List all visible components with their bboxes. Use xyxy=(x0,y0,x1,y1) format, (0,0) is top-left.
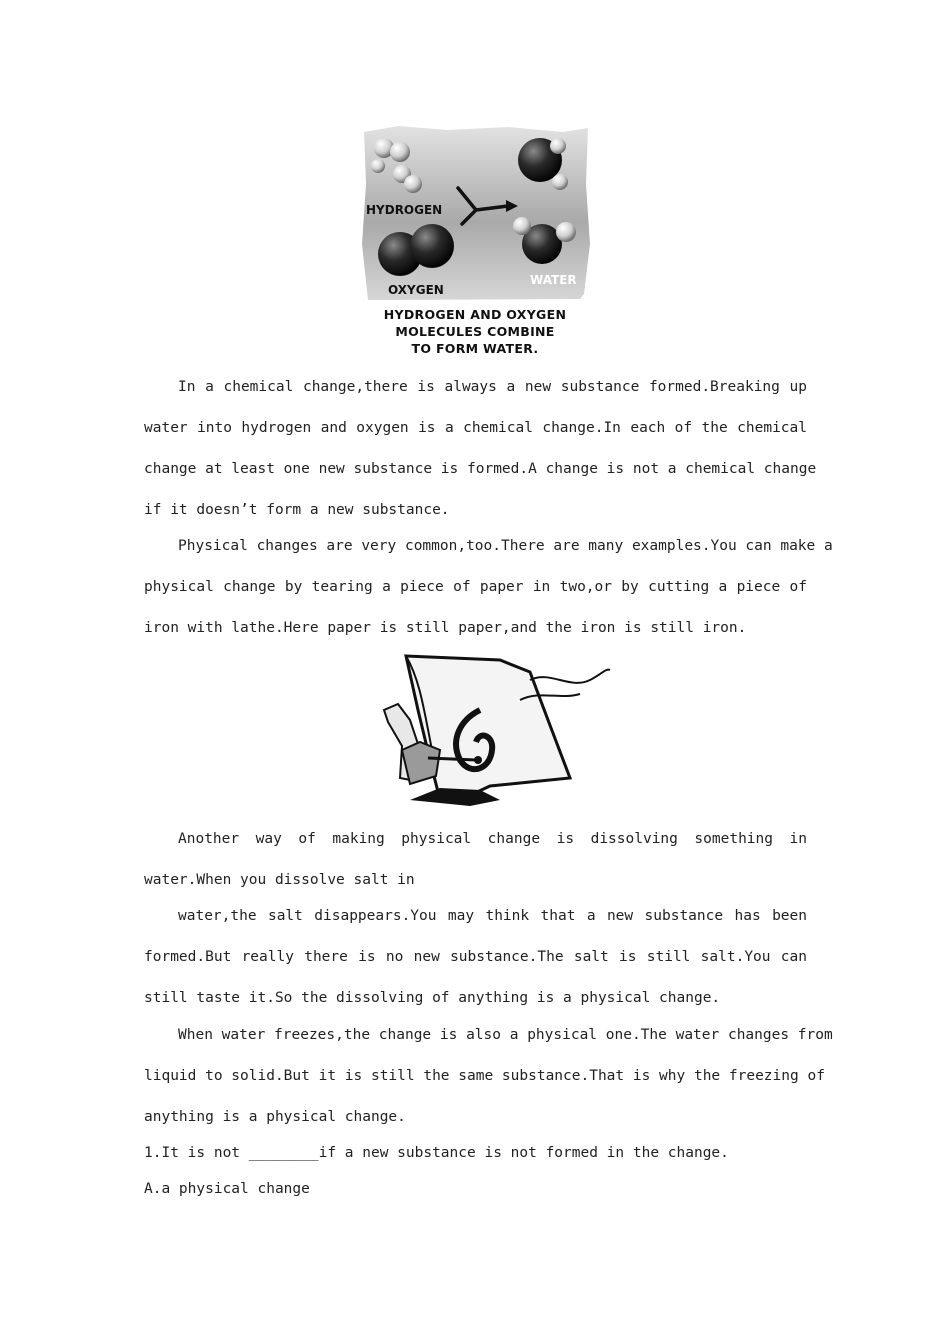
text-line: Physical changes are very common,too.There are many examples.You can make a xyxy=(178,538,833,554)
answer-option: A.a physical change xyxy=(144,1181,310,1197)
question-text: 1.It is not ________if a new substance is not formed in the change. xyxy=(144,1145,729,1161)
text-line: liquid to solid.But it is still the same substance.That is why the freezing of xyxy=(144,1068,825,1084)
oxygen-label: OXYGEN xyxy=(388,283,444,297)
molecule-illustration xyxy=(358,124,592,358)
text-line: still taste it.So the dissolving of anything is a physical change. xyxy=(144,990,721,1006)
text-line: In a chemical change,there is always a new substance formed.Breaking up xyxy=(178,379,807,395)
text-line: change at least one new substance is formed.A change is not a chemical change xyxy=(144,461,817,477)
figure-caption-line-3: TO FORM WATER. xyxy=(411,341,539,356)
text-line: water into hydrogen and oxygen is a chemical change.In each of the chemical xyxy=(144,420,807,436)
text-line: iron with lathe.Here paper is still paper,and the iron is still iron. xyxy=(144,620,747,636)
text-line: if it doesn’t form a new substance. xyxy=(144,502,450,518)
hydrogen-label: HYDROGEN xyxy=(366,203,443,217)
water-label: WATER xyxy=(530,273,577,287)
burning-paper-illustration xyxy=(380,650,612,810)
text-line: water,the salt disappears.You may think that a new substance has been xyxy=(178,908,807,924)
figure-caption-line-1: HYDROGEN AND OXYGEN xyxy=(383,307,567,322)
text-line: physical change by tearing a piece of paper in two,or by cutting a piece of xyxy=(144,579,807,595)
figure-caption-line-2: MOLECULES COMBINE xyxy=(395,324,555,339)
text-line: water.When you dissolve salt in xyxy=(144,872,415,888)
text-line: formed.But really there is no new substance.The salt is still salt.You can xyxy=(144,949,807,965)
text-line: Another way of making physical change is dissolving something in xyxy=(178,831,807,847)
text-line: anything is a physical change. xyxy=(144,1109,406,1125)
text-line: When water freezes,the change is also a physical one.The water changes from xyxy=(178,1027,833,1043)
